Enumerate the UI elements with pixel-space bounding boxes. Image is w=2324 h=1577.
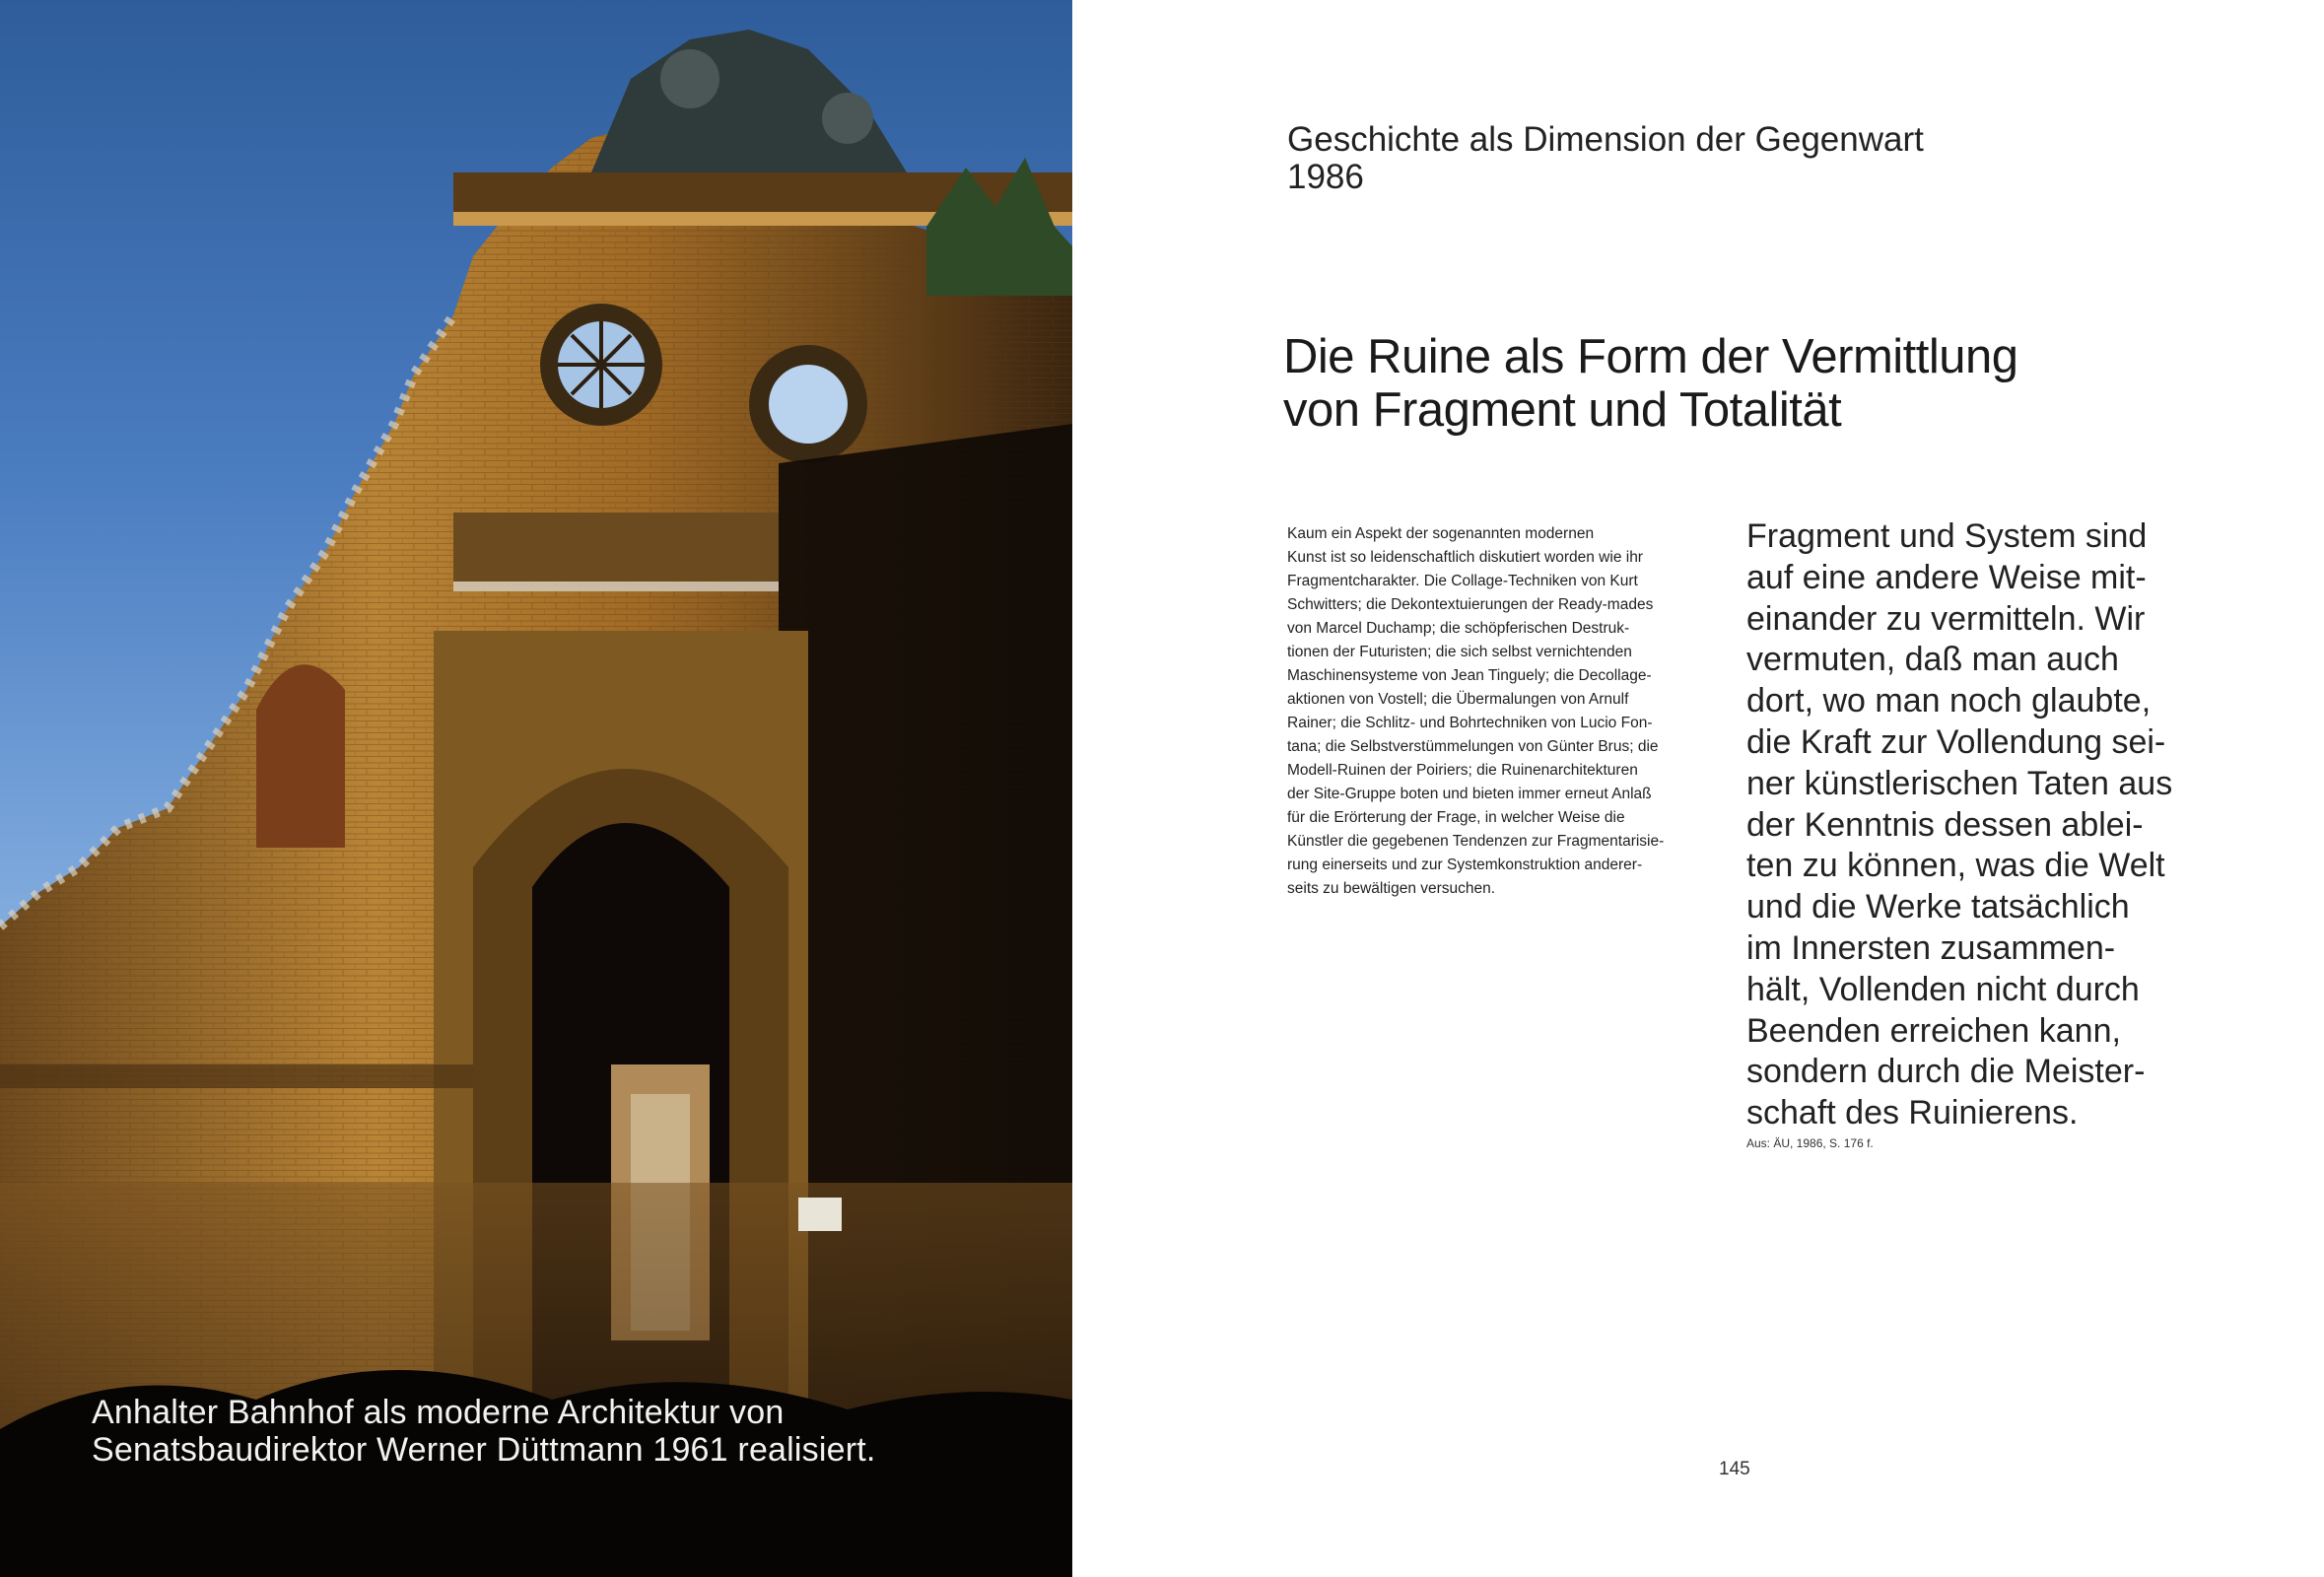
quote-line: und die Werke tatsächlich [1746, 888, 2130, 926]
ruin-illustration [0, 0, 1072, 1577]
quote-line: im Innersten zusammen- [1746, 928, 2116, 967]
quote-line: die Kraft zur Vollendung sei- [1746, 722, 2166, 761]
quote-line: sondern durch die Meister- [1746, 1053, 2146, 1091]
quote-source: Aus: ÄU, 1986, S. 176 f. [1746, 1136, 1874, 1150]
body-line: rung einerseits und zur Systemkonstruktion anderer- [1287, 857, 1643, 873]
headline-line-2: von Fragment und Totalität [1283, 383, 1842, 437]
body-line: der Site-Gruppe boten und bieten immer erneut Anlaß [1287, 786, 1652, 802]
quote-line: ner künstlerischen Taten aus [1746, 764, 2173, 802]
article-kicker [1287, 121, 1924, 196]
quote-line: hält, Vollenden nicht durch [1746, 970, 2140, 1008]
body-line: Modell-Ruinen der Poiriers; die Ruinenarchitekturen [1287, 762, 1638, 779]
pull-quote [1746, 516, 2220, 1134]
quote-line: Fragment und System sind [1746, 517, 2148, 555]
quote-line: auf eine andere Weise mit- [1746, 558, 2147, 596]
body-line: seits zu bewältigen versuchen. [1287, 880, 1496, 897]
body-line: Schwitters; die Dekontextuierungen der Ready-mades [1287, 596, 1654, 613]
quote-line: dort, wo man noch glaubte, [1746, 682, 2152, 720]
photo-caption-line-1: Anhalter Bahnhof als moderne Architektur von [92, 1394, 785, 1431]
body-line: tionen der Futuristen; die sich selbst vernichtenden [1287, 644, 1632, 660]
body-line: von Marcel Duchamp; die schöpferischen Destruk- [1287, 620, 1630, 637]
body-line: tana; die Selbstverstümmelungen von Günter Brus; die [1287, 738, 1659, 755]
kicker-year: 1986 [1287, 158, 1364, 196]
ruin-photograph [0, 0, 1072, 1577]
body-line: Rainer; die Schlitz- und Bohrtechniken von Lucio Fon- [1287, 715, 1653, 731]
body-line: Künstler die gegebenen Tendenzen zur Fragmentarisie- [1287, 833, 1665, 850]
quote-line: schaft des Ruinierens. [1746, 1094, 2079, 1132]
quote-line: der Kenntnis dessen ablei- [1746, 805, 2144, 844]
quote-line: ten zu können, was die Welt [1746, 847, 2165, 885]
photo-caption [92, 1394, 979, 1469]
quote-line: Beenden erreichen kann, [1746, 1011, 2121, 1050]
kicker-title: Geschichte als Dimension der Gegenwart [1287, 120, 1924, 159]
body-line: Fragmentcharakter. Die Collage-Techniken von Kurt [1287, 573, 1638, 589]
body-line: Kaum ein Aspekt der sogenannten modernen [1287, 525, 1595, 542]
body-line: Maschinensysteme von Jean Tinguely; die Decollage- [1287, 667, 1652, 684]
article-headline [1283, 330, 2018, 437]
body-line: für die Erörterung der Frage, in welcher Weise die [1287, 809, 1625, 826]
body-line: Kunst ist so leidenschaftlich diskutiert worden wie ihr [1287, 549, 1643, 566]
photo-caption-line-2: Senatsbaudirektor Werner Düttmann 1961 realisiert. [92, 1431, 876, 1469]
body-line: aktionen von Vostell; die Übermalungen von Arnulf [1287, 691, 1629, 708]
quote-line: vermuten, daß man auch [1746, 641, 2119, 679]
headline-line-1: Die Ruine als Form der Vermittlung [1283, 330, 2018, 383]
page-number: 145 [1719, 1459, 1750, 1479]
quote-line: einander zu vermitteln. Wir [1746, 599, 2146, 638]
body-text-column [1287, 522, 1713, 901]
